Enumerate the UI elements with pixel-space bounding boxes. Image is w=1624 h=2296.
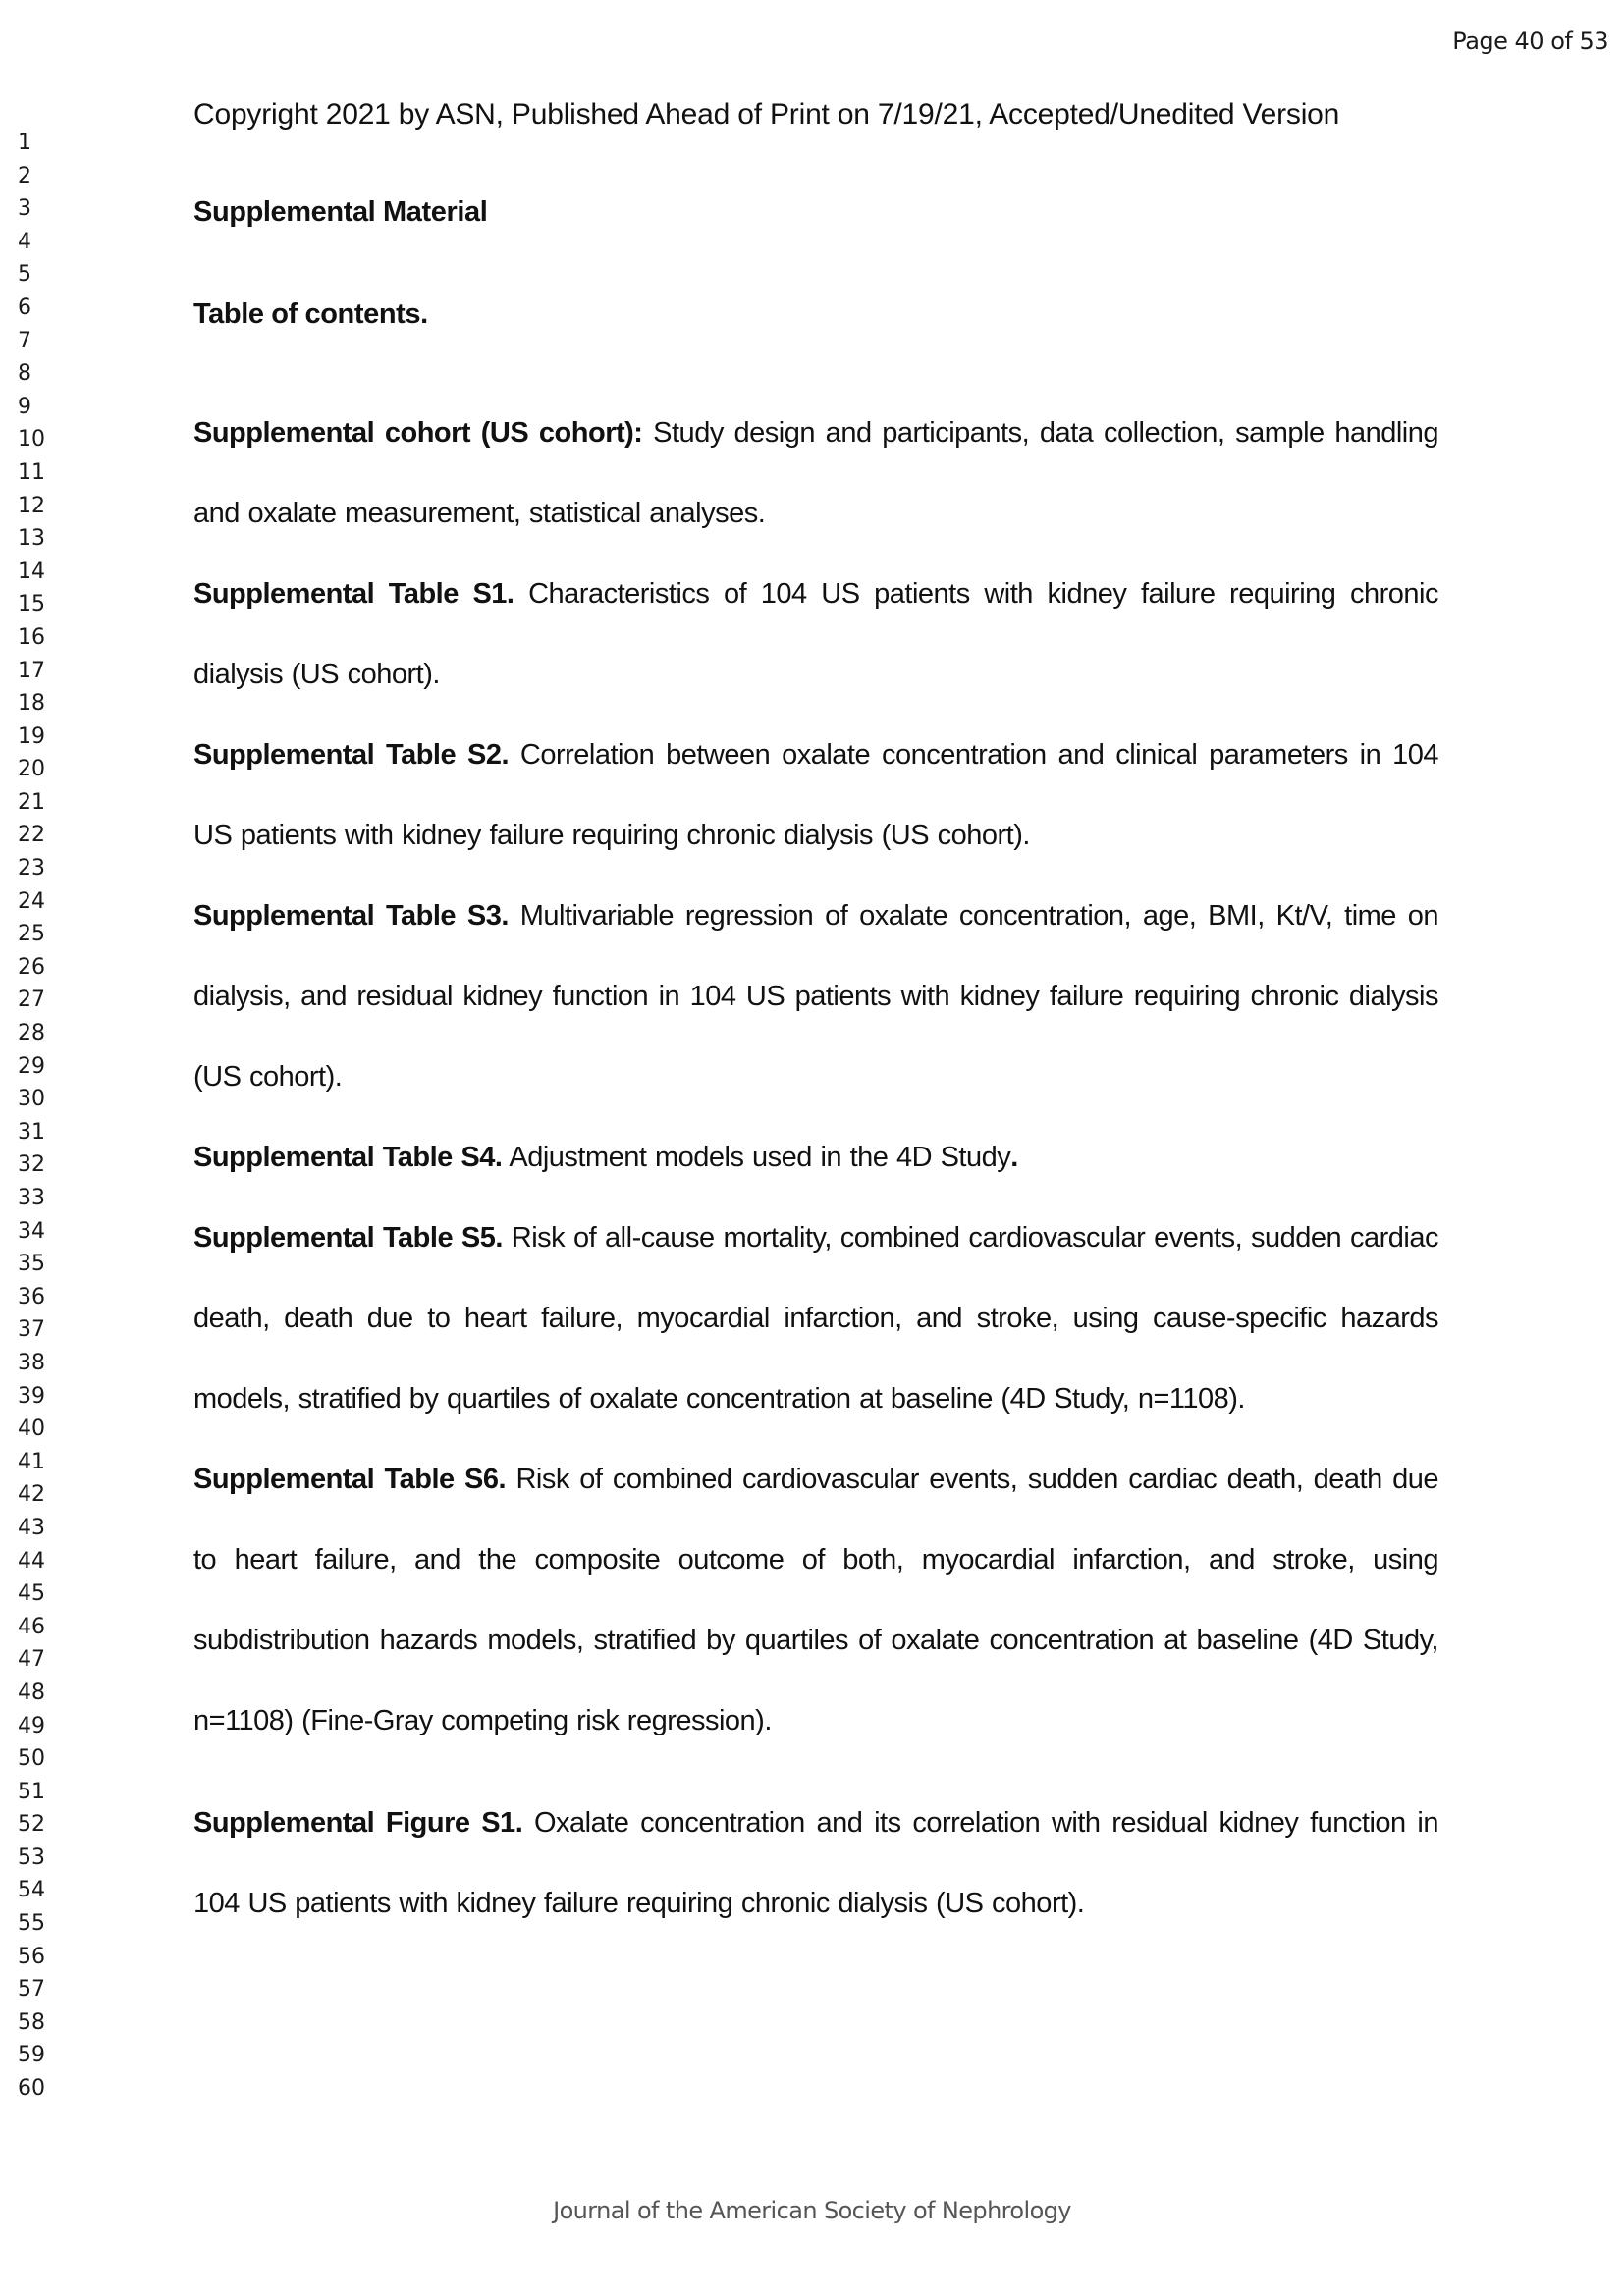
toc-entry-label: Supplemental cohort (US cohort): [193,417,643,449]
copyright-notice: Copyright 2021 by ASN, Published Ahead of Print on 7/19/21, Accepted/Unedited Version [193,98,1340,131]
line-number: 12 [18,493,45,518]
toc-entry-text: Study design and participants, data collection, sample handling and oxalate measurement, statistical analyses. [193,417,1438,529]
toc-entry-table-s4 [193,1117,1438,1198]
toc-entry-supplemental-cohort [193,393,1438,554]
toc-entry-label: Supplemental Table S6. [193,1464,507,1495]
line-number: 58 [18,2009,45,2035]
line-number: 27 [18,988,45,1013]
line-number: 10 [18,427,45,453]
line-number: 48 [18,1680,45,1705]
line-number: 55 [18,1911,45,1937]
toc-entry-label: Supplemental Table S5. [193,1222,503,1254]
line-number-gutter [18,127,57,2106]
line-number: 13 [18,526,45,552]
toc-entry-table-s6 [193,1439,1438,1761]
line-number: 11 [18,459,45,485]
line-number: 17 [18,658,45,683]
journal-footer: Journal of the American Society of Nephrology [553,2197,1071,2224]
line-number: 19 [18,723,45,749]
line-number: 47 [18,1647,45,1673]
table-of-contents-heading: Table of contents. [193,298,428,330]
line-number: 54 [18,1878,45,1903]
toc-entry-table-s2 [193,715,1438,876]
toc-entry-label: Supplemental Table S4. [193,1142,503,1173]
line-number: 46 [18,1614,45,1639]
line-number: 35 [18,1252,45,1277]
line-number: 9 [18,394,31,419]
line-number: 14 [18,559,45,584]
line-number: 45 [18,1581,45,1607]
line-number: 18 [18,691,45,717]
line-number: 25 [18,922,45,947]
line-number: 24 [18,888,45,914]
line-number: 39 [18,1383,45,1409]
line-number: 36 [18,1284,45,1309]
toc-entry-text: Adjustment models used in the 4D Study [502,1142,1011,1173]
line-number: 22 [18,823,45,848]
line-number: 42 [18,1482,45,1508]
toc-entry-text: Oxalate concentration and its correlation with residual kidney function in 104 US patients with kidney failure requiring chronic dialysis (US cohort). [193,1807,1438,1919]
line-number: 40 [18,1416,45,1442]
line-number: 33 [18,1186,45,1210]
line-number: 5 [18,262,31,288]
line-number: 37 [18,1317,45,1343]
supplemental-material-heading: Supplemental Material [193,196,488,228]
line-number: 49 [18,1713,45,1738]
line-number: 3 [18,196,31,222]
toc-entry-label: Supplemental Table S2. [193,739,510,771]
toc-entry-label: Supplemental Figure S1. [193,1807,523,1839]
line-number: 26 [18,954,45,980]
toc-entry-table-s3 [193,876,1438,1117]
toc-entry-table-s5 [193,1198,1438,1439]
line-number: 41 [18,1449,45,1474]
line-number: 43 [18,1515,45,1540]
line-number: 28 [18,1021,45,1046]
line-number: 53 [18,1844,45,1870]
line-number: 1 [18,131,31,155]
toc-entry-text: Correlation between oxalate concentration and clinical parameters in 104 US patients with kidney failure requiring chronic dialysis (US cohort). [193,739,1438,851]
line-number: 30 [18,1087,45,1112]
line-number: 44 [18,1548,45,1574]
toc-entry-table-s1 [193,554,1438,715]
line-number: 59 [18,2043,45,2068]
line-number: 56 [18,1944,45,1969]
toc-entry-text: Multivariable regression of oxalate concentration, age, BMI, Kt/V, time on dialysis, and residual kidney function in 104 US patients with kidney failure requiring chronic dialysis (US cohort). [193,900,1438,1093]
line-number: 16 [18,624,45,650]
toc-entry-text: Characteristics of 104 US patients with kidney failure requiring chronic dialysis (US cohort). [193,578,1438,690]
line-number: 4 [18,229,31,254]
line-number: 51 [18,1779,45,1804]
toc-entry-text: Risk of all-cause mortality, combined cardiovascular events, sudden cardiac death, death due to heart failure, myocardial infarction, and stroke, using cause-specific hazards models, stratified by quartiles of oxalate concentration at baseline (4D Study, n=1108). [193,1222,1438,1415]
line-number: 15 [18,592,45,617]
line-number: 38 [18,1350,45,1375]
toc-entry-label: Supplemental Table S1. [193,578,514,610]
toc-entry-trailing: . [1010,1142,1018,1173]
line-number: 50 [18,1746,45,1772]
line-number: 57 [18,1977,45,2002]
line-number: 7 [18,328,31,353]
line-number: 52 [18,1812,45,1838]
line-number: 2 [18,163,31,188]
line-number: 32 [18,1152,45,1178]
line-number: 31 [18,1119,45,1145]
line-number: 21 [18,789,45,815]
toc-entry-figure-s1 [193,1783,1438,1944]
line-number: 34 [18,1218,45,1244]
line-number: 8 [18,361,31,387]
line-number: 29 [18,1053,45,1079]
page-number: Page 40 of 53 [1452,27,1608,55]
line-number: 60 [18,2076,45,2102]
line-number: 20 [18,757,45,782]
line-number: 6 [18,294,31,320]
toc-entries [193,393,1438,1944]
line-number: 23 [18,856,45,881]
toc-entry-text: Risk of combined cardiovascular events, sudden cardiac death, death due to heart failure, and the composite outcome of both, myocardial infarction, and stroke, using subdistribution hazards models, stratified by quartiles of oxalate concentration at baseline (4D Study, n=1108) (Fine-Gray competing risk regression). [193,1464,1438,1736]
toc-entry-label: Supplemental Table S3. [193,900,509,932]
